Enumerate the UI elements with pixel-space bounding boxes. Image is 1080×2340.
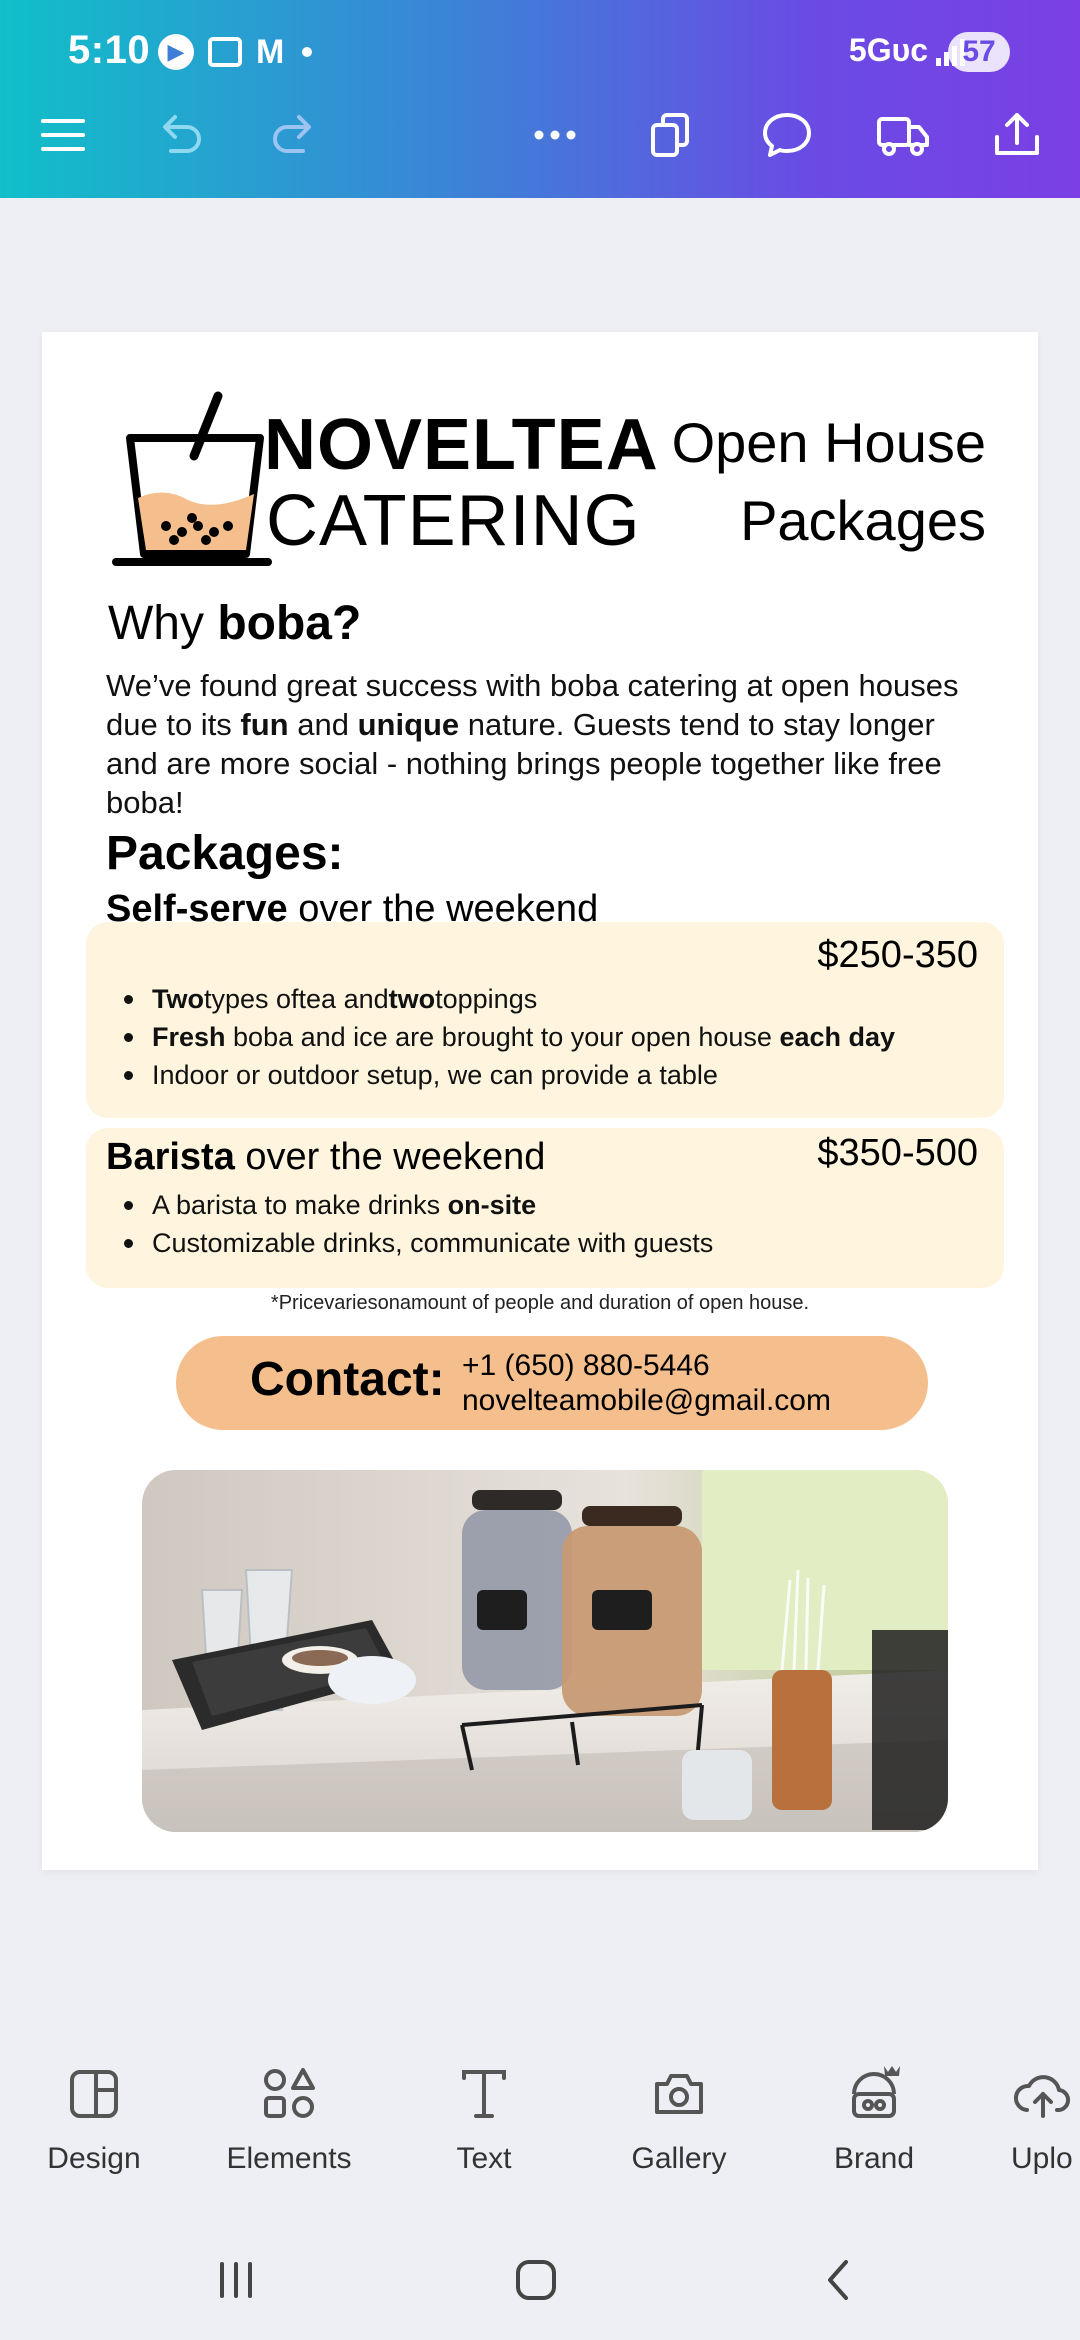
more-options-button[interactable] <box>520 100 590 170</box>
elements-tool-button[interactable] <box>209 2064 369 2176</box>
packages-heading: Packages: <box>106 827 344 880</box>
why-bold: boba? <box>217 597 362 650</box>
item-text: toppings <box>435 984 538 1014</box>
why-prefix: Why <box>108 597 218 650</box>
menu-button[interactable] <box>28 100 98 170</box>
list-item: Customizable drinks, communicate with guests <box>152 1224 713 1262</box>
tool-label: Elements <box>226 2142 352 2175</box>
boba-setup-photo-illustration <box>142 1470 948 1832</box>
para-bold-unique: unique <box>357 707 460 742</box>
editor-toolbar <box>0 100 1080 170</box>
play-notification-icon: ▶ <box>158 34 194 70</box>
design-tool-button[interactable] <box>14 2064 174 2176</box>
list-item <box>152 980 895 1018</box>
self-serve-title <box>106 888 598 931</box>
self-serve-title-rest: over the weekend <box>287 888 599 930</box>
para-text-3: nature. Guests tend to stay longer and are more social - nothing brings people together like free boba! <box>106 707 942 820</box>
camera-icon <box>649 2064 709 2124</box>
barista-title-rest: over the weekend <box>234 1136 546 1178</box>
menu-icon <box>35 107 91 163</box>
barista-title-bold: Barista <box>106 1136 235 1178</box>
editor-header <box>0 0 1080 198</box>
contact-pill <box>176 1336 928 1430</box>
brand-tool-button[interactable] <box>794 2064 954 2176</box>
item-text: types oftea and <box>203 984 389 1014</box>
back-button[interactable] <box>800 2250 880 2310</box>
redo-button[interactable] <box>258 100 328 170</box>
status-bar <box>0 22 1080 82</box>
self-serve-price: $250-350 <box>817 934 978 976</box>
barista-price: $350-500 <box>817 1132 978 1174</box>
tool-label: Text <box>456 2142 512 2175</box>
contact-label: Contact: <box>250 1353 445 1406</box>
brand-icon <box>844 2064 904 2124</box>
para-text-1: We’ve found great success with boba catering at open houses due to its <box>106 668 959 742</box>
barista-features-list <box>152 1186 713 1262</box>
comment-icon <box>759 107 815 163</box>
notification-icons <box>158 34 312 70</box>
app-notification-icon <box>208 37 242 67</box>
text-tool-button[interactable] <box>404 2064 564 2176</box>
price-footnote: *Pricevariesonamount of people and duration of open house. <box>270 1292 810 1314</box>
boba-setup-photo <box>142 1470 948 1832</box>
gmail-notification-icon: M <box>256 33 285 71</box>
text-icon <box>454 2064 514 2124</box>
self-serve-package-card <box>86 922 1004 1118</box>
self-serve-title-bold: Self-serve <box>106 888 288 930</box>
list-item: Indoor or outdoor setup, we can provide a table <box>152 1056 895 1094</box>
contact-email: novelteamobile@gmail.com <box>462 1384 831 1417</box>
duplicate-icon <box>643 107 699 163</box>
page-heading <box>672 404 986 560</box>
heading-line-1: Open House <box>671 411 986 474</box>
design-page[interactable] <box>42 332 1038 1870</box>
tool-label: Brand <box>833 2142 915 2175</box>
share-icon <box>989 107 1045 163</box>
logo-text-catering: CATERING <box>266 481 641 561</box>
more-icon <box>527 107 583 163</box>
recent-apps-icon <box>212 2256 260 2304</box>
intro-paragraph <box>106 666 986 822</box>
item-text: A barista to make drinks <box>152 1190 448 1220</box>
list-item <box>152 1186 713 1224</box>
network-type: 5Gᴜᴄ <box>848 32 928 68</box>
home-button[interactable] <box>496 2250 576 2310</box>
undo-button[interactable] <box>146 100 216 170</box>
contact-phone: +1 (650) 880-5446 <box>462 1349 710 1382</box>
item-text: boba and ice are brought to your open house <box>225 1022 780 1052</box>
battery-level: 57 <box>948 32 1010 72</box>
bold-text: each day <box>779 1022 896 1052</box>
share-button[interactable] <box>982 100 1052 170</box>
comment-button[interactable] <box>752 100 822 170</box>
delivery-truck-icon <box>875 107 931 163</box>
logo-text-noveltea: NOVELTEA <box>264 405 659 485</box>
more-notifications-dot-icon <box>302 47 312 57</box>
barista-package-card <box>86 1128 1004 1288</box>
para-bold-fun: fun <box>240 707 289 742</box>
redo-icon <box>265 107 321 163</box>
design-icon <box>64 2064 124 2124</box>
uploads-tool-button[interactable] <box>989 2064 1080 2176</box>
recent-apps-button[interactable] <box>196 2250 276 2310</box>
undo-icon <box>153 107 209 163</box>
bottom-tools-bar <box>0 2030 1080 2210</box>
gallery-tool-button[interactable] <box>599 2064 759 2176</box>
barista-title <box>106 1136 545 1179</box>
bold-text: Fresh <box>152 1022 226 1052</box>
self-serve-features-list <box>152 980 895 1094</box>
upload-icon <box>1011 2064 1071 2124</box>
para-text-2: and <box>288 707 358 742</box>
contact-info <box>462 1348 831 1418</box>
tool-label: Uplo <box>1011 2142 1073 2175</box>
bold-text: two <box>388 984 436 1014</box>
bold-text: on-site <box>447 1190 537 1220</box>
elements-icon <box>259 2064 319 2124</box>
tool-label: Gallery <box>631 2142 727 2175</box>
status-time: 5:10 <box>68 28 151 72</box>
bold-text: Two <box>152 984 204 1014</box>
heading-line-2: Packages <box>740 489 986 552</box>
duplicate-button[interactable] <box>636 100 706 170</box>
tool-label: Design <box>47 2142 141 2175</box>
back-icon <box>816 2256 864 2304</box>
why-boba-heading <box>108 596 361 651</box>
home-icon <box>512 2256 560 2304</box>
print-delivery-button[interactable] <box>868 100 938 170</box>
list-item <box>152 1018 895 1056</box>
system-navigation-bar <box>0 2230 1080 2330</box>
